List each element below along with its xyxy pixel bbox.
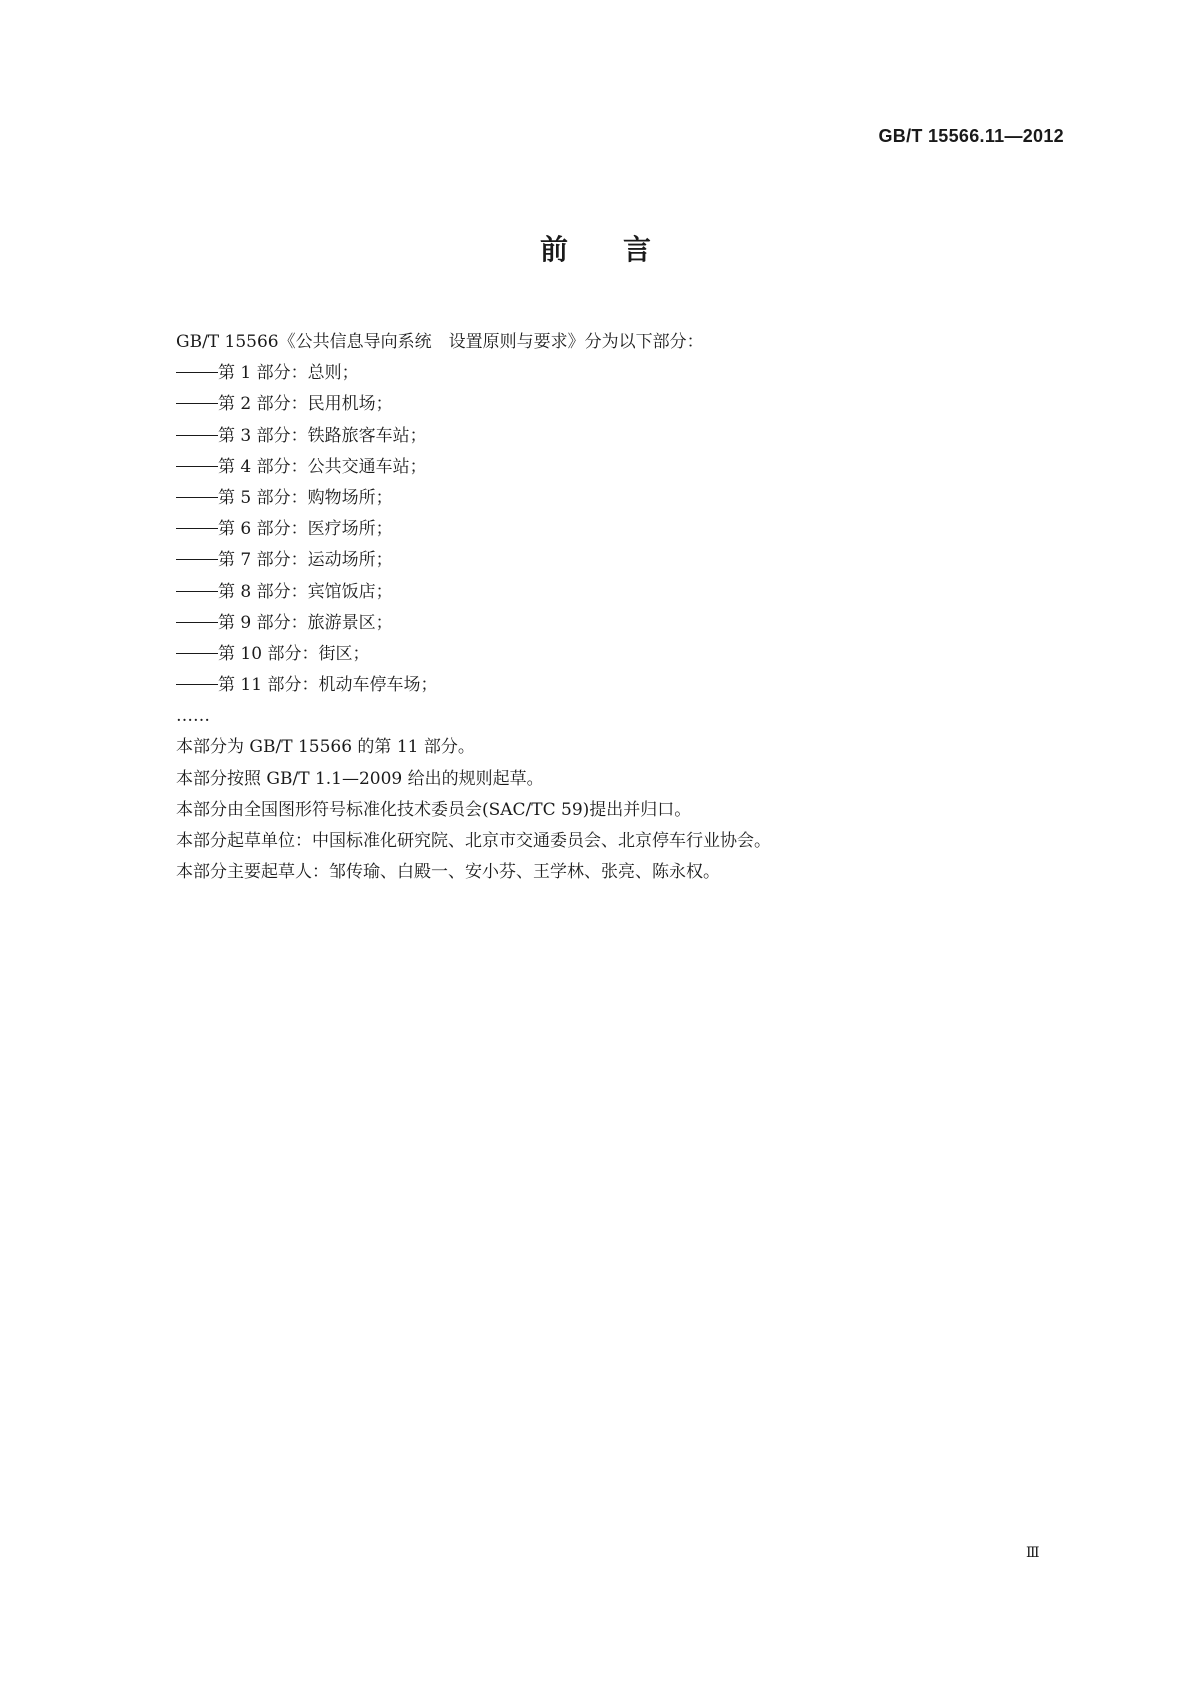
part-label: 第 11 部分：机动车停车场； [218,675,438,696]
part-list-item [176,452,1036,483]
part-list-item [176,670,1036,701]
page-number: Ⅲ [1026,1545,1040,1561]
page-title: 前言 [539,233,706,266]
dash-marker [176,528,218,529]
dash-marker [176,403,218,404]
dash-marker [176,559,218,560]
part-label: 第 5 部分：购物场所； [218,487,393,508]
part-list-item [176,389,1036,420]
part-label: 第 8 部分：宾馆饭店； [218,581,393,602]
dash-marker [176,497,218,498]
intro-paragraph: GB/T 15566《公共信息导向系统 设置原则与要求》分为以下部分： [176,332,704,352]
statement-part-number: 本部分为 GB/T 15566 的第 11 部分。 [176,737,475,758]
part-list-item [176,483,1036,514]
statement-drafting-units: 本部分起草单位：中国标准化研究院、北京市交通委员会、北京停车行业协会。 [176,831,771,851]
part-label: 第 6 部分：医疗场所； [218,519,393,540]
foreword-body [176,327,1036,888]
dash-marker [176,653,218,654]
part-label: 第 2 部分：民用机场； [218,394,393,415]
ellipsis: …… [176,706,210,727]
dash-marker [176,372,218,373]
part-list-item [176,608,1036,639]
statement-drafting-rules: 本部分按照 GB/T 1.1—2009 给出的规则起草。 [176,768,544,789]
part-label: 第 9 部分：旅游景区； [218,612,393,633]
dash-marker [176,435,218,436]
part-list-item [176,639,1036,670]
statement-drafters: 本部分主要起草人：邹传瑜、白殿一、安小芬、王学林、张亮、陈永权。 [176,862,720,883]
part-list-item [176,514,1036,545]
part-list-item [176,358,1036,389]
dash-marker [176,622,218,623]
standard-number: GB/T 15566.11—2012 [878,126,1064,146]
part-list-item [176,545,1036,576]
statement-proposer: 本部分由全国图形符号标准化技术委员会(SAC/TC 59)提出并归口。 [176,799,692,820]
dash-marker [176,591,218,592]
part-label: 第 10 部分：街区； [218,643,370,664]
dash-marker [176,684,218,685]
part-list-item [176,421,1036,452]
part-label: 第 7 部分：运动场所； [218,550,393,571]
part-label: 第 3 部分：铁路旅客车站； [218,425,427,446]
part-label: 第 1 部分：总则； [218,363,359,384]
dash-marker [176,466,218,467]
part-label: 第 4 部分：公共交通车站； [218,456,427,477]
part-list-item [176,577,1036,608]
